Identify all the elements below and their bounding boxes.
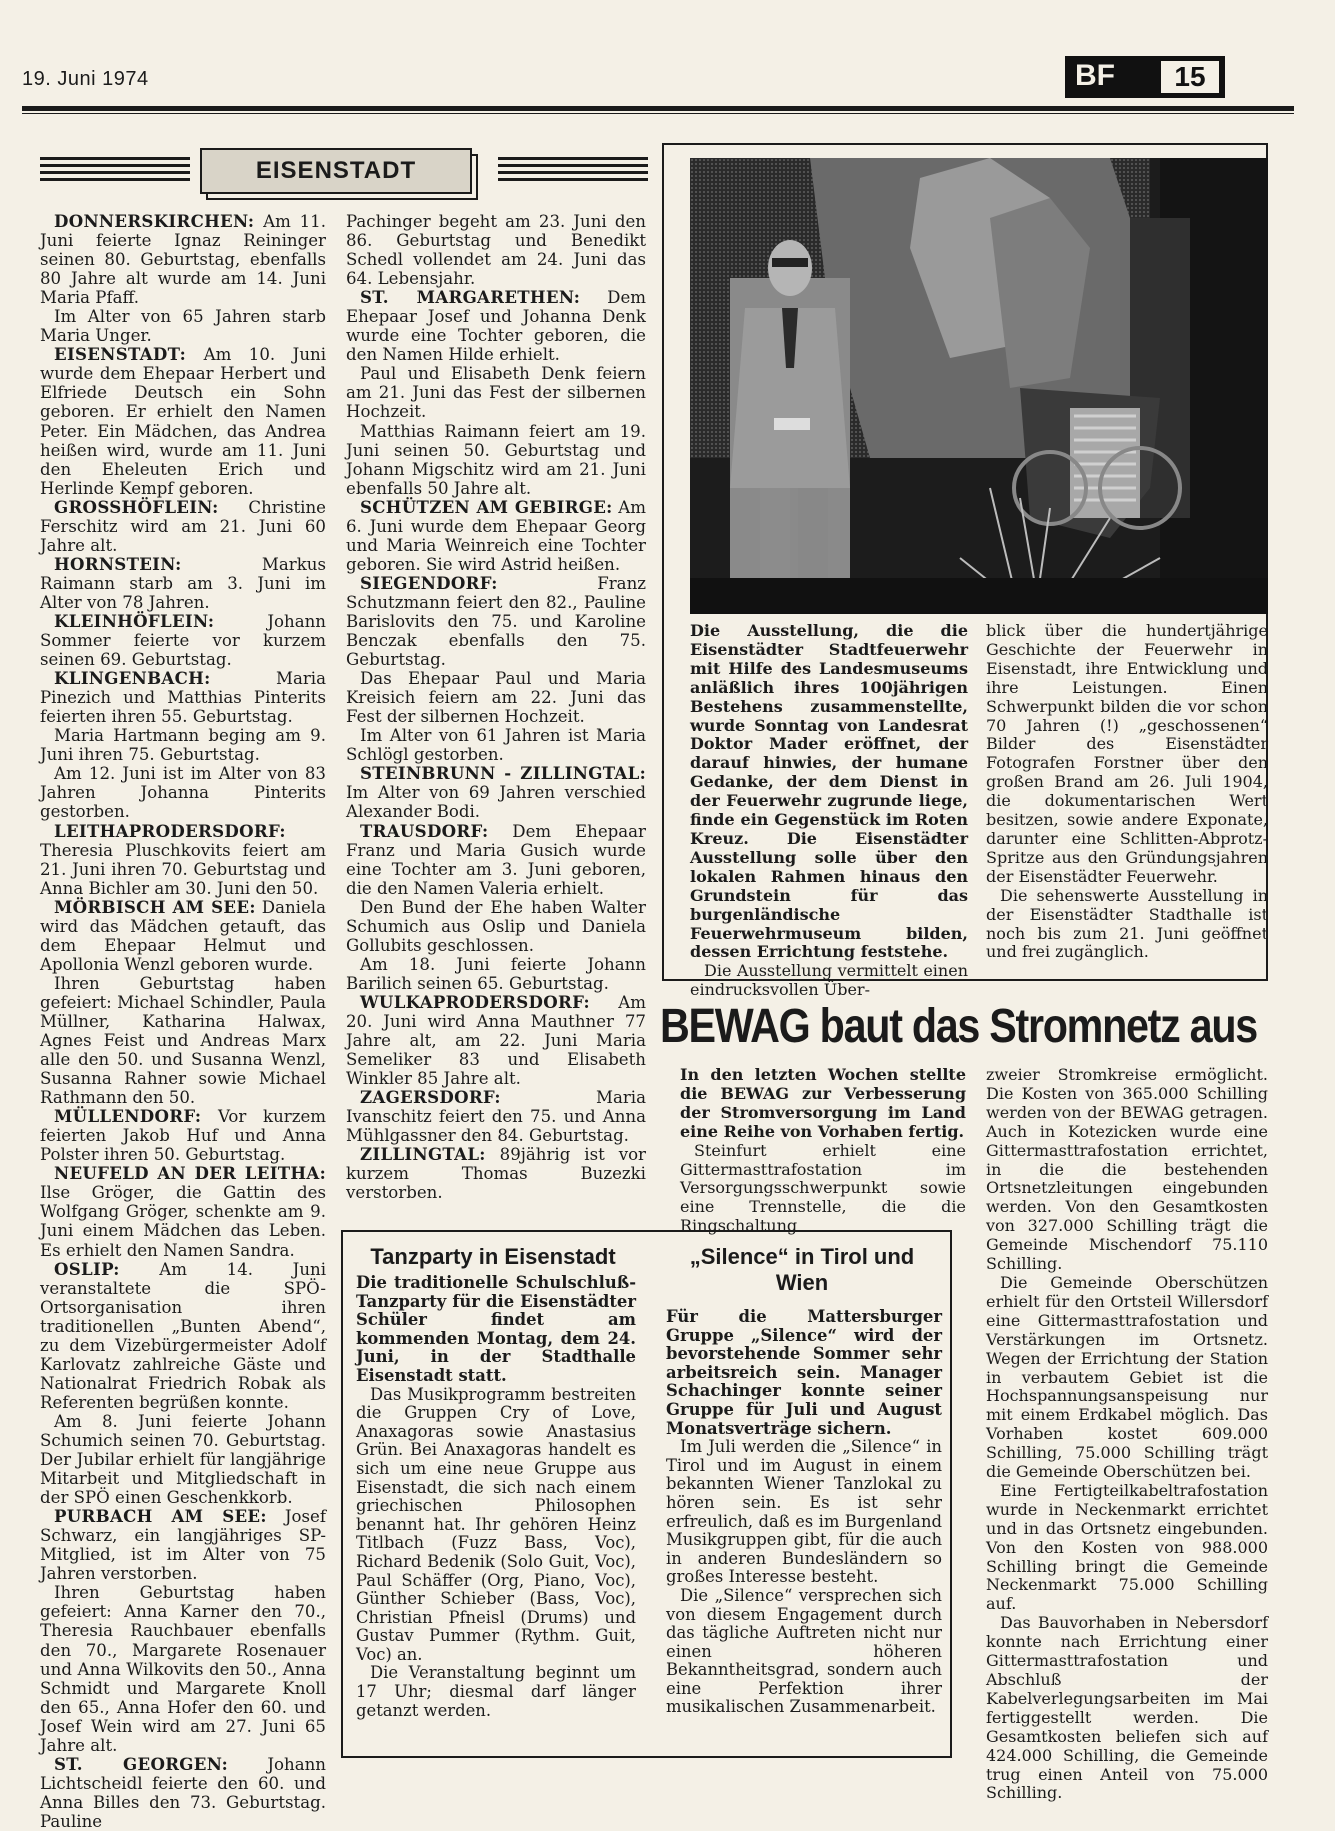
news-item — [40, 1412, 326, 1507]
news-item — [346, 1088, 646, 1145]
news-item — [40, 1507, 326, 1583]
silence-headline: „Silence“ in Tirol und Wien — [689, 1244, 915, 1295]
news-item — [40, 1260, 326, 1412]
exhibition-photo — [690, 158, 1268, 614]
place-name: DONNERSKIRCHEN: — [54, 211, 255, 231]
news-item — [40, 974, 326, 1107]
tanzparty-paragraph-1: Das Musikprogramm bestreiten die Gruppen Cry of Love, Anaxagoras sowie Anastasius Grün. Bei Anaxagoras handelt es sich um eine neue Gruppe aus Eisenstadt, die sich nach einem griechischen Philosophen benannt hat. Ihr gehören Heinz Titlbach (Fuzz Bass, Voc), Richard Bedenik (Solo Guit, Voc), Paul Schäffer (Org, Piano, Voc), Günther Schieber (Bass, Voc), Christian Pfneisl (Drums) und Gustav Pummer (Rythm. Guit, Voc) an. — [356, 1384, 636, 1664]
news-item — [40, 898, 326, 974]
bewag-lead: In den letzten Wochen stellte die BEWAG zur Verbesserung der Stromversorgung im Land eine Reihe von Vorhaben fertig. — [680, 1065, 966, 1141]
place-name: SCHÜTZEN AM GEBIRGE: — [360, 496, 613, 517]
news-item — [346, 955, 646, 993]
bewag-paragraph-2: zweier Stromkreise ermöglicht. Die Kosten von 365.000 Schilling werden von der BEWAG getragen. Auch in Kotezicken wurde eine Gittermasttrafostation errichtet, in die die bestehenden Ortsnetzleitungen eingebunden werden. Von den Gesamtkosten von 327.000 Schilling trägt die Gemeinde Mischendorf 75.110 Schilling. — [986, 1065, 1268, 1274]
news-item — [346, 574, 646, 669]
header-rule-thin — [22, 113, 1294, 114]
news-item — [346, 1145, 646, 1202]
photo-caption-tail-b: Die sehenswerte Ausstellung in der Eisenstädter Stadthalle ist noch bis zum 21. Juni geöffnet und frei zugänglich. — [986, 885, 1268, 962]
news-text: Am 10. Juni wurde dem Ehepaar Herbert und Elfriede Deutsch ein Sohn geboren. Er erhielt den Namen Peter. Ein Mädchen, das Andrea heißen wird, wurde am 11. Juni den Eheleuten Erich und Herlinde Kempf geboren. — [40, 345, 326, 498]
news-item — [346, 726, 646, 764]
place-name: KLEINHÖFLEIN: — [54, 610, 215, 631]
place-name: EISENSTADT: — [54, 344, 187, 365]
news-item — [346, 669, 646, 726]
place-name: ST. GEORGEN: — [54, 1753, 229, 1774]
news-text: Vor kurzem feierten Jakob Huf und Anna Polster ihren 50. Geburtstag. — [40, 1107, 326, 1165]
news-text: Pachinger begeht am 23. Juni den 86. Geburtstag und Benedikt Schedl vollendet am 24. Juni das 64. Lebensjahr. — [346, 212, 646, 289]
place-name: ZILLINGTAL: — [360, 1144, 486, 1165]
news-item — [346, 212, 646, 288]
news-text: Im Alter von 61 Jahren ist Maria Schlögl gestorben. — [346, 726, 646, 765]
news-text: 89jährig ist vor kurzem Thomas Buzezki verstorben. — [346, 1145, 646, 1203]
issue-date: 19. Juni 1974 — [22, 68, 149, 90]
news-text: Am 8. Juni feierte Johann Schumich seinen 70. Geburtstag. Der Jubilar erhielt für langjährige Mitarbeit und Mitgliedschaft in der SPÖ einen Geschenkkorb. — [40, 1411, 326, 1508]
news-item — [346, 993, 646, 1088]
silence-paragraph-1: Im Juli werden die „Silence“ in Tirol und im August in einem bekannten Wiener Tanzlokal zu hören sein. Es ist sehr erfreulich, daß es im Burgenland Musikgruppen gibt, für die auch in anderen Bundesländern so großes Interesse besteht. — [666, 1437, 942, 1587]
news-text: Am 20. Juni wird Anna Mauthner 77 Jahre alt, am 22. Juni Maria Semeliker 83 und Elisabeth Winkler 85 Jahre alt. — [346, 992, 646, 1089]
news-item — [40, 726, 326, 764]
news-text: Am 14. Juni veranstaltete die SPÖ-Ortsorganisation ihren traditionellen „Bunten Abend“, zu dem Vizebürgermeister Adolf Karlovatz zahlreiche Gäste und Nationalrat Friedrich Robak als Referenten begrüßen konnte. — [40, 1259, 326, 1412]
news-column-2 — [346, 212, 646, 1202]
news-item — [40, 498, 326, 555]
place-name: WULKAPRODERSDORF: — [360, 991, 590, 1012]
news-item — [40, 1164, 326, 1259]
page-number: 15 — [1159, 59, 1221, 95]
tanzparty-paragraph-2: Die Veranstaltung beginnt um 17 Uhr; diesmal darf länger getanzt werden. — [356, 1663, 636, 1720]
section-stripes-right — [498, 157, 648, 183]
news-text: Maria Hartmann beging am 9. Juni ihren 75. Geburtstag. — [40, 726, 326, 765]
news-column-1 — [40, 212, 326, 1831]
news-text: Das Ehepaar Paul und Maria Kreisich feiern am 22. Juni das Fest der silbernen Hochzeit. — [346, 669, 646, 727]
bewag-column-b — [986, 1066, 1268, 1803]
bewag-headline: BEWAG baut das Stromnetz aus — [660, 1000, 1257, 1053]
photo-caption-lead: Die Ausstellung, die die Eisenstädter Stadtfeuerwehr mit Hilfe des Landesmuseums anläßlich ihres 100jährigen Bestehens zusammenstellte, wurde Sonntag von Landesrat Doktor Mader eröffnet, der darauf hinwies, der humane Gedanke, der dem Dienst in der Feuerwehr zugrunde liege, finde ein Gegenstück im Roten Kreuz. Die Eisenstädter Ausstellung solle über den lokalen Rahmen hinaus den Grundstein für das burgenländische Feuerwehrmuseum bilden, dessen Errichtung feststehe. — [690, 621, 968, 962]
place-name: TRAUSDORF: — [360, 820, 489, 841]
news-text: Franz Schutzmann feiert den 82., Pauline Barislovits den 75. und Karoline Benczak ebenfalls den 75. Geburtstag. — [346, 573, 646, 670]
news-text: Am 11. Juni feierte Ignaz Reininger seinen 80. Geburtstag, ebenfalls 80 Jahre alt wurde am 14. Juni Maria Pfaff. — [40, 212, 326, 308]
news-text: Im Alter von 69 Jahren verschied Alexander Bodi. — [346, 783, 646, 822]
news-text: Ihren Geburtstag haben gefeiert: Anna Karner den 70., Theresia Rauchbauer ebenfalls den 70., Margarete Rosenauer und Anna Wilkovits den 50., Anna Schmidt und Margarete Knoll den 65., Anna Hofer den 60. und Josef Wein wird am 27. Juni 65 Jahre alt. — [40, 1583, 326, 1755]
place-name: ZAGERSDORF: — [360, 1087, 501, 1108]
news-item — [40, 764, 326, 821]
news-item — [40, 612, 326, 669]
section-stripes-left — [40, 157, 190, 183]
bewag-paragraph-3: Die Gemeinde Oberschützen erhielt für den Ortsteil Willersdorf eine Gittermasttrafostation und Verstärkungen im Ortsnetz. Wegen der Errichtung der Station in verbautem Gebiet ist die Hochspannungsanspeisung nur mit einem Erdkabel möglich. Das Vorhaben kostet 609.000 Schilling, 75.000 Schilling trägt die Gemeinde Oberschützen bei. — [986, 1272, 1268, 1482]
place-name: STEINBRUNN - ZILLINGTAL: — [360, 763, 646, 784]
news-text: Maria Ivanschitz feiert den 75. und Anna Mühlgassner den 84. Geburtstag. — [346, 1088, 646, 1146]
news-item — [40, 1107, 326, 1164]
news-item — [346, 364, 646, 421]
tanzparty-article — [356, 1274, 636, 1720]
news-item — [40, 1755, 326, 1831]
news-text: Ilse Gröger, die Gattin des Wolfgang Gröger, schenkte am 9. Juni einem Mädchen das Leben. Es erhielt den Namen Sandra. — [40, 1183, 326, 1260]
photo-caption-col-a — [690, 622, 968, 1000]
place-name: MÖRBISCH AM SEE: — [54, 896, 256, 917]
tanzparty-lead: Die traditionelle Schulschluß-Tanzparty für die Eisenstädter Schüler findet am kommenden Montag, dem 24. Juni, in der Stadthalle Eisenstadt statt. — [356, 1273, 636, 1385]
news-text: Christine Ferschitz wird am 21. Juni 60 Jahre alt. — [40, 497, 326, 555]
news-text: Am 6. Juni wurde dem Ehepaar Georg und Maria Weinreich eine Tochter geboren. Sie wird Astrid heißen. — [346, 497, 646, 574]
news-text: Am 12. Juni ist im Alter von 83 Jahren Johanna Pinterits gestorben. — [40, 764, 326, 822]
photo-caption-tail-a: Die Ausstellung vermittelt einen eindrucksvollen Über- — [690, 961, 968, 1000]
news-text: Dem Ehepaar Josef und Johanna Denk wurde eine Tochter geboren, die den Namen Hilde erhielt. — [346, 288, 646, 365]
section-title: EISENSTADT — [200, 148, 472, 194]
news-text: Am 18. Juni feierte Johann Barilich seinen 65. Geburtstag. — [346, 954, 646, 993]
header-rule — [22, 106, 1294, 111]
bewag-paragraph-4: Eine Fertigteilkabeltrafostation wurde in Neckenmarkt errichtet und in das Ortsnetz eingebunden. Von den Kosten von 988.000 Schilling bringt die Gemeinde Neckenmarkt 75.000 Schilling auf. — [986, 1480, 1268, 1614]
photo-caption-col-b — [986, 622, 1268, 962]
tanzparty-headline: Tanzparty in Eisenstadt — [370, 1244, 616, 1269]
silence-article — [666, 1308, 942, 1717]
news-item — [40, 307, 326, 345]
news-item — [346, 764, 646, 821]
news-item — [40, 822, 326, 898]
news-item — [40, 669, 326, 726]
news-item — [40, 1583, 326, 1754]
news-text: Josef Schwarz, ein langjähriges SP-Mitglied, ist im Alter von 75 Jahren verstorben. — [40, 1507, 326, 1584]
place-name: HORNSTEIN: — [54, 553, 182, 574]
bewag-paragraph-5: Das Bauvorhaben in Nebersdorf konnte nach Errichtung einer Gittermasttrafostation und Abschluß der Kabelverlegungsarbeiten im Mai fertiggestellt werden. Die Gesamtkosten beliefen sich auf 424.000 Schilling, die Gemeinde trug einen Anteil von 75.000 Schilling. — [986, 1613, 1268, 1803]
news-text: Ihren Geburtstag haben gefeiert: Michael Schindler, Paula Müllner, Katharina Halwax, Agnes Feist und Andreas Marx alle den 50. und Susanna Wenzl, Susanna Rahner sowie Michael Rathmann den 50. — [40, 973, 326, 1108]
place-name: LEITHAPRODERSDORF: — [54, 820, 286, 841]
news-text: Matthias Raimann feiert am 19. Juni seinen 50. Geburtstag und Johann Migschitz wird am 21. Juni ebenfalls 50 Jahre alt. — [346, 421, 646, 498]
news-item — [346, 498, 646, 574]
logo-text: BF — [1075, 59, 1115, 92]
news-item — [346, 422, 646, 498]
place-name: PURBACH AM SEE: — [54, 1506, 267, 1527]
bewag-paragraph-1: Steinfurt erhielt eine Gittermasttrafostation im Versorgungsschwerpunkt sowie eine Trennstelle, die die Ringschaltung — [680, 1140, 966, 1236]
photo-caption-body: blick über die hundertjährige Geschichte der Feuerwehr in Eisenstadt, ihre Entwicklung und ihre Leistungen. Einen Schwerpunkt bilden die vor schon 70 Jahren (!) „geschossenen“ Bilder des Eisenstädter Fotografen Forstner über den großen Brand am 26. Juli 1904, die dokumentarischen Wert besitzen, sowie andere Exponate, darunter eine Schlitten-Abprotz-Spritze aus den Gründungsjahren der Eisenstädter Feuerwehr. — [986, 621, 1268, 886]
news-item — [346, 898, 646, 955]
place-name: MÜLLENDORF: — [54, 1106, 202, 1127]
place-name: KLINGENBACH: — [54, 668, 211, 689]
news-text: Dem Ehepaar Franz und Maria Gusich wurde eine Tochter am 3. Juni geboren, die den Namen Valeria erhielt. — [346, 821, 646, 898]
news-text: Den Bund der Ehe haben Walter Schumich aus Oslip und Daniela Gollubits geschlossen. — [346, 897, 646, 955]
news-text: Markus Raimann starb am 3. Juni im Alter von 78 Jahren. — [40, 554, 326, 612]
news-item — [40, 555, 326, 612]
newspaper-logo — [1065, 56, 1225, 98]
news-text: Johann Sommer feierte vor kurzem seinen 69. Geburtstag. — [40, 611, 326, 670]
news-item — [40, 345, 326, 497]
news-text: Paul und Elisabeth Denk feiern am 21. Juni das Fest der silbernen Hochzeit. — [346, 364, 646, 422]
bewag-column-a — [680, 1066, 966, 1236]
news-text: Theresia Pluschkovits feiert am 21. Juni ihren 70. Geburtstag und Anna Bichler am 30. Juni den 50. — [40, 840, 326, 898]
silence-paragraph-2: Die „Silence“ versprechen sich von diesem Engagement durch das tägliche Auftreten nicht nur einen höheren Bekanntheitsgrad, sondern auch eine Perfektion ihrer musikalischen Zusammenarbeit. — [666, 1585, 942, 1717]
place-name: GROSSHÖFLEIN: — [54, 496, 219, 517]
place-name: SIEGENDORF: — [360, 572, 498, 593]
news-item — [346, 822, 646, 898]
news-item — [346, 288, 646, 364]
news-text: Maria Pinezich und Matthias Pinterits feierten ihren 55. Geburtstag. — [40, 669, 326, 727]
place-name: ST. MARGARETHEN: — [360, 287, 581, 308]
place-name: NEUFELD AN DER LEITHA: — [54, 1163, 326, 1184]
place-name: OSLIP: — [54, 1258, 120, 1279]
news-text: Im Alter von 65 Jahren starb Maria Unger. — [40, 307, 326, 346]
news-text: Daniela wird das Mädchen getauft, das dem Ehepaar Helmut und Apollonia Wenzl geboren wurde. — [40, 897, 326, 974]
news-item — [40, 212, 326, 307]
news-text: Johann Lichtscheidl feierte den 60. und Anna Billes den 73. Geburtstag. Pauline — [40, 1754, 326, 1831]
silence-lead: Für die Mattersburger Gruppe „Silence“ wird der bevorstehende Sommer sehr arbeitsreich sein. Manager Schachinger konnte seiner Gruppe für Juli und August Monatsverträge sichern. — [666, 1307, 942, 1438]
